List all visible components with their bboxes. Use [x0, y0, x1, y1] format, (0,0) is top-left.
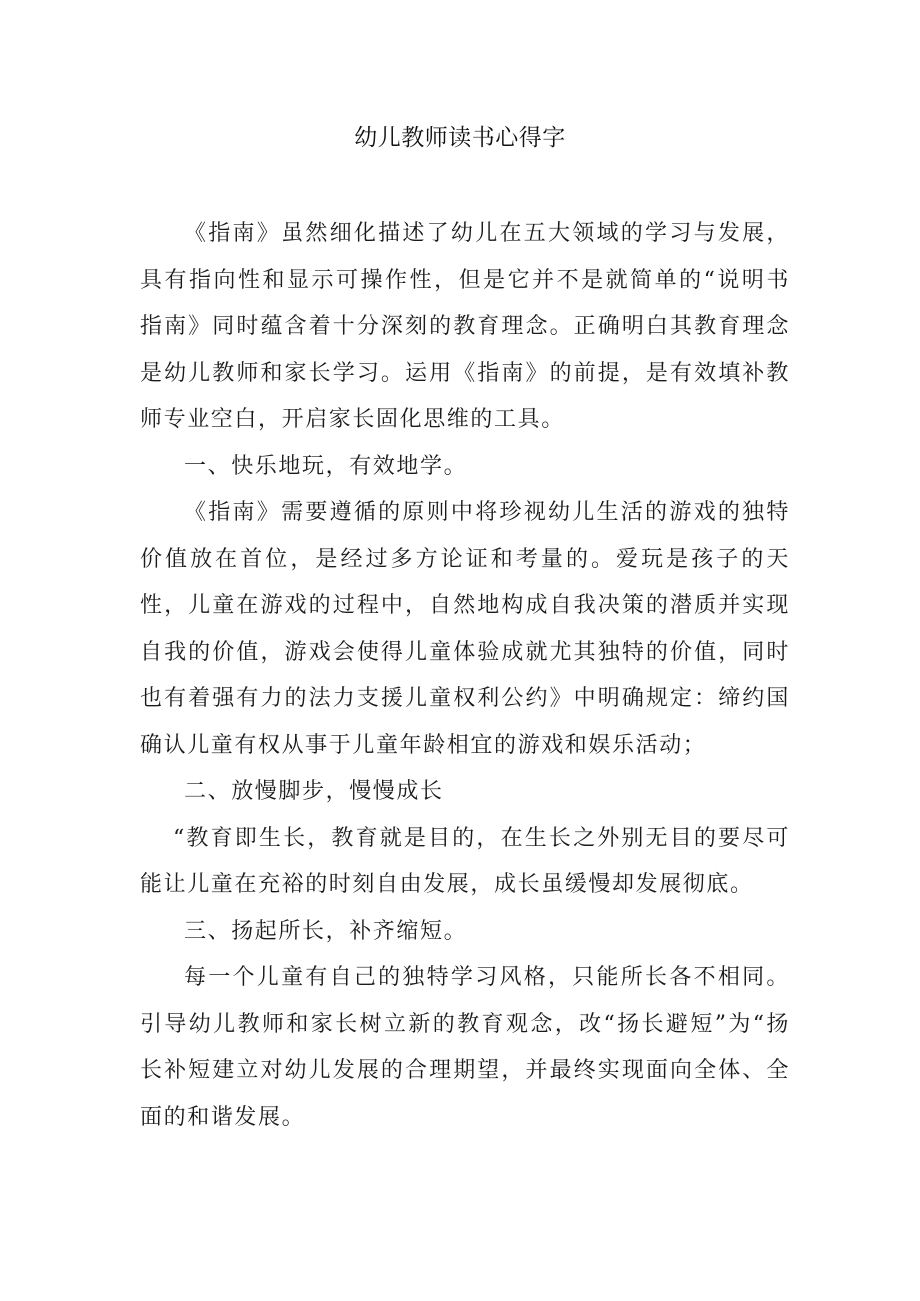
section-heading-1: 一、快乐地玩，有效地学。	[184, 453, 468, 479]
paragraph-section-3: 每一个儿童有自己的独特学习风格，只能所长各不相同。引导幼儿教师和家长树立新的教育观念，改“扬长避短”为“扬长补短建立对幼儿发展的合理期望，并最终实现面向全体、全面的和谐发展。	[140, 965, 790, 1130]
paragraph-section-2: “教育即生长，教育就是目的，在生长之外别无目的要尽可能让儿童在充裕的时刻自由发展，成长虽缓慢却发展彻底。	[140, 825, 790, 897]
paragraph-intro: 《指南》虽然细化描述了幼儿在五大领域的学习与发展，具有指向性和显示可操作性，但是它并不是就简单的“说明书指南》同时蕴含着十分深刻的教育理念。正确明白其教育理念是幼儿教师和家长学习。运用《指南》的前提，是有效填补教师专业空白，开启家长固化思维的工具。	[140, 221, 790, 432]
document-title: 幼儿教师读书心得字	[354, 125, 566, 151]
document-body	[140, 211, 790, 1141]
section-heading-2: 二、放慢脚步，慢慢成长	[184, 779, 444, 804]
section-heading-3: 三、扬起所长，补齐缩短。	[184, 918, 468, 944]
paragraph-section-1: 《指南》需要遵循的原则中将珍视幼儿生活的游戏的独特价值放在首位，是经过多方论证和考量的。爱玩是孩子的天性，儿童在游戏的过程中，自然地构成自我决策的潜质并实现自我的价值，游戏会使得儿童体验成就尤其独特的价值，同时也有着强有力的法力支援儿童权利公约》中明确规定：缔约国确认儿童有权从事于儿童年龄相宜的游戏和娱乐活动；	[140, 500, 790, 758]
